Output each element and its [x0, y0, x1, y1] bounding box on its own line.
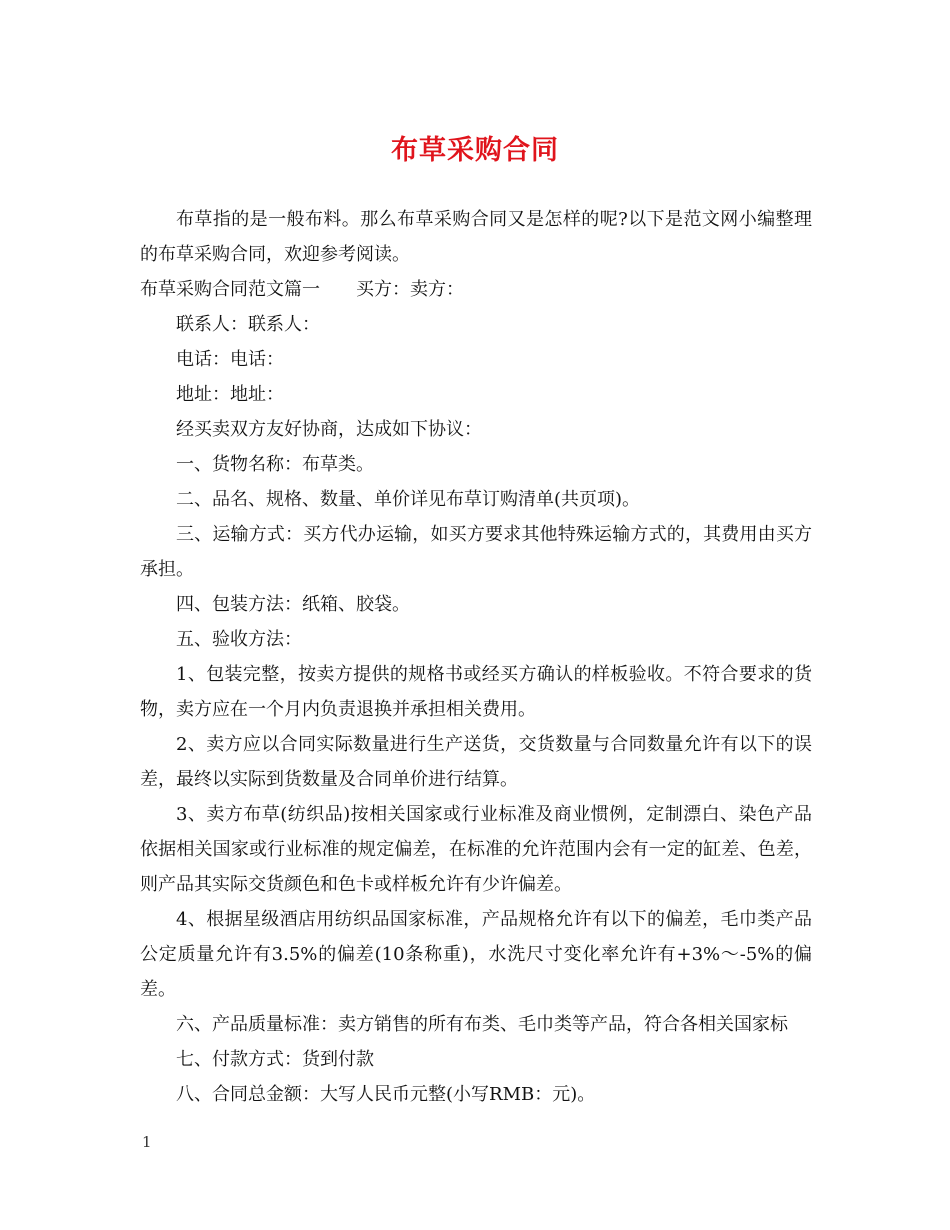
acceptance-item-4: 4、根据星级酒店用纺织品国家标准，产品规格允许有以下的偏差，毛巾类产品公定质量允许有3.5%的偏差(10条称重)，水洗尺寸变化率允许有+3%～-5%的偏差。 — [140, 909, 812, 1000]
clause-goods-name: 一、货物名称：布草类。 — [176, 454, 374, 475]
acceptance-item-1: 1、包装完整，按卖方提供的规格书或经买方确认的样板验收。不符合要求的货物，卖方应在一个月内负责退换并承担相关费用。 — [140, 664, 812, 720]
document-body — [140, 202, 812, 1112]
contract-parties-line: 布草采购合同范文篇一 买方：卖方： — [140, 279, 464, 300]
agreement-intro: 经买卖双方友好协商，达成如下协议： — [176, 419, 482, 440]
intro-paragraph: 布草指的是一般布料。那么布草采购合同又是怎样的呢?以下是范文网小编整理的布草采购合同，欢迎参考阅读。 — [140, 209, 812, 265]
page-number: 1 — [142, 1133, 152, 1151]
address-line: 地址：地址： — [176, 384, 284, 405]
clause-product-details: 二、品名、规格、数量、单价详见布草订购清单(共页项)。 — [176, 489, 641, 510]
page-title: 布草采购合同 — [391, 135, 559, 166]
acceptance-item-3: 3、卖方布草(纺织品)按相关国家或行业标准及商业惯例，定制漂白、染色产品依据相关国家或行业标准的规定偏差，在标准的允许范围内会有一定的缸差、色差，则产品其实际交货颜色和色卡或样板允许有少许偏差。 — [140, 804, 812, 895]
clause-packaging: 四、包装方法：纸箱、胶袋。 — [176, 594, 410, 615]
clause-transport: 三、运输方式：买方代办运输，如买方要求其他特殊运输方式的，其费用由买方承担。 — [140, 524, 812, 580]
clause-total-amount: 八、合同总金额：大写人民币元整(小写RMB：元)。 — [176, 1084, 596, 1105]
phone-line: 电话：电话： — [176, 349, 284, 370]
clause-quality-standard: 六、产品质量标准：卖方销售的所有布类、毛巾类等产品，符合各相关国家标 — [176, 1014, 788, 1035]
clause-acceptance: 五、验收方法： — [176, 629, 302, 650]
acceptance-item-2: 2、卖方应以合同实际数量进行生产送货，交货数量与合同数量允许有以下的误差，最终以实际到货数量及合同单价进行结算。 — [140, 734, 812, 790]
clause-payment: 七、付款方式：货到付款 — [176, 1049, 374, 1070]
contact-line: 联系人：联系人： — [176, 314, 320, 335]
